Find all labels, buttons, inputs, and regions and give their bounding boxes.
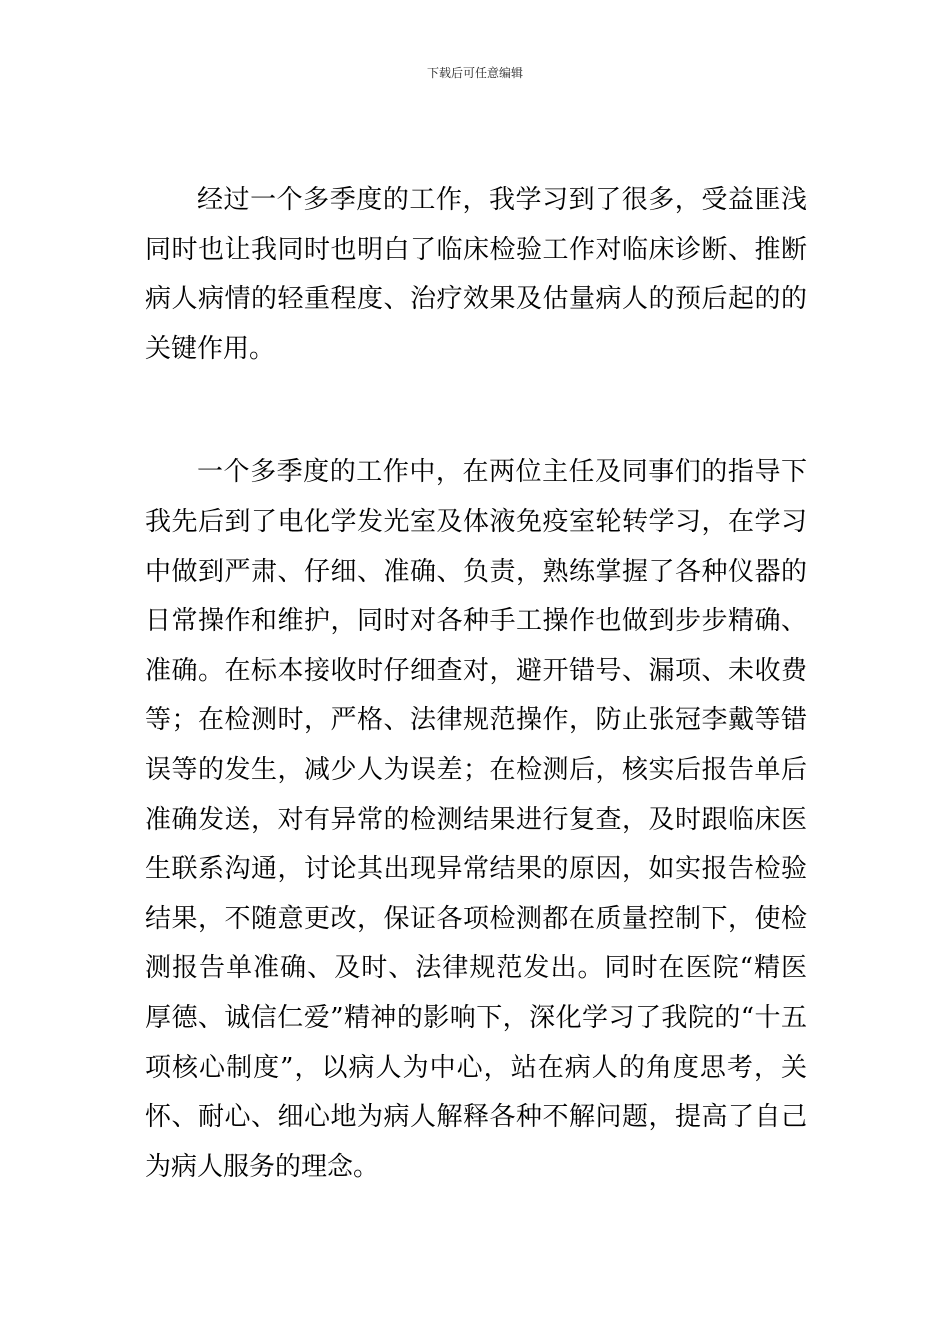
- document-body: [145, 176, 807, 1192]
- page-header: 下载后可任意编辑: [426, 66, 523, 80]
- paragraph-2: 一个多季度的工作中，在两位主任及同事们的指导下我先后到了电化学发光室及体液免疫室轮转学习，在学习中做到严肃、仔细、准确、负责，熟练掌握了各种仪器的日常操作和维护，同时对各种手工操作也做到步步精确、准确。在标本接收时仔细查对，避开错号、漏项、未收费等；在检测时，严格、法律规范操作，防止张冠李戴等错误等的发生，减少人为误差；在检测后，核实后报告单后准确发送，对有异常的检测结果进行复查，及时跟临床医生联系沟通，讨论其出现异常结果的原因，如实报告检验结果，不随意更改，保证各项检测都在质量控制下，使检测报告单准确、及时、法律规范发出。同时在医院“精医厚德、诚信仁爱”精神的影响下，深化学习了我院的“十五项核心制度”，以病人为中心，站在病人的角度思考，关怀、耐心、细心地为病人解释各种不解问题，提高了自己为病人服务的理念。: [145, 457, 807, 1182]
- paragraph-1: 经过一个多季度的工作，我学习到了很多，受益匪浅同时也让我同时也明白了临床检验工作对临床诊断、推断病人病情的轻重程度、治疗效果及估量病人的预后起的的关键作用。: [145, 185, 807, 364]
